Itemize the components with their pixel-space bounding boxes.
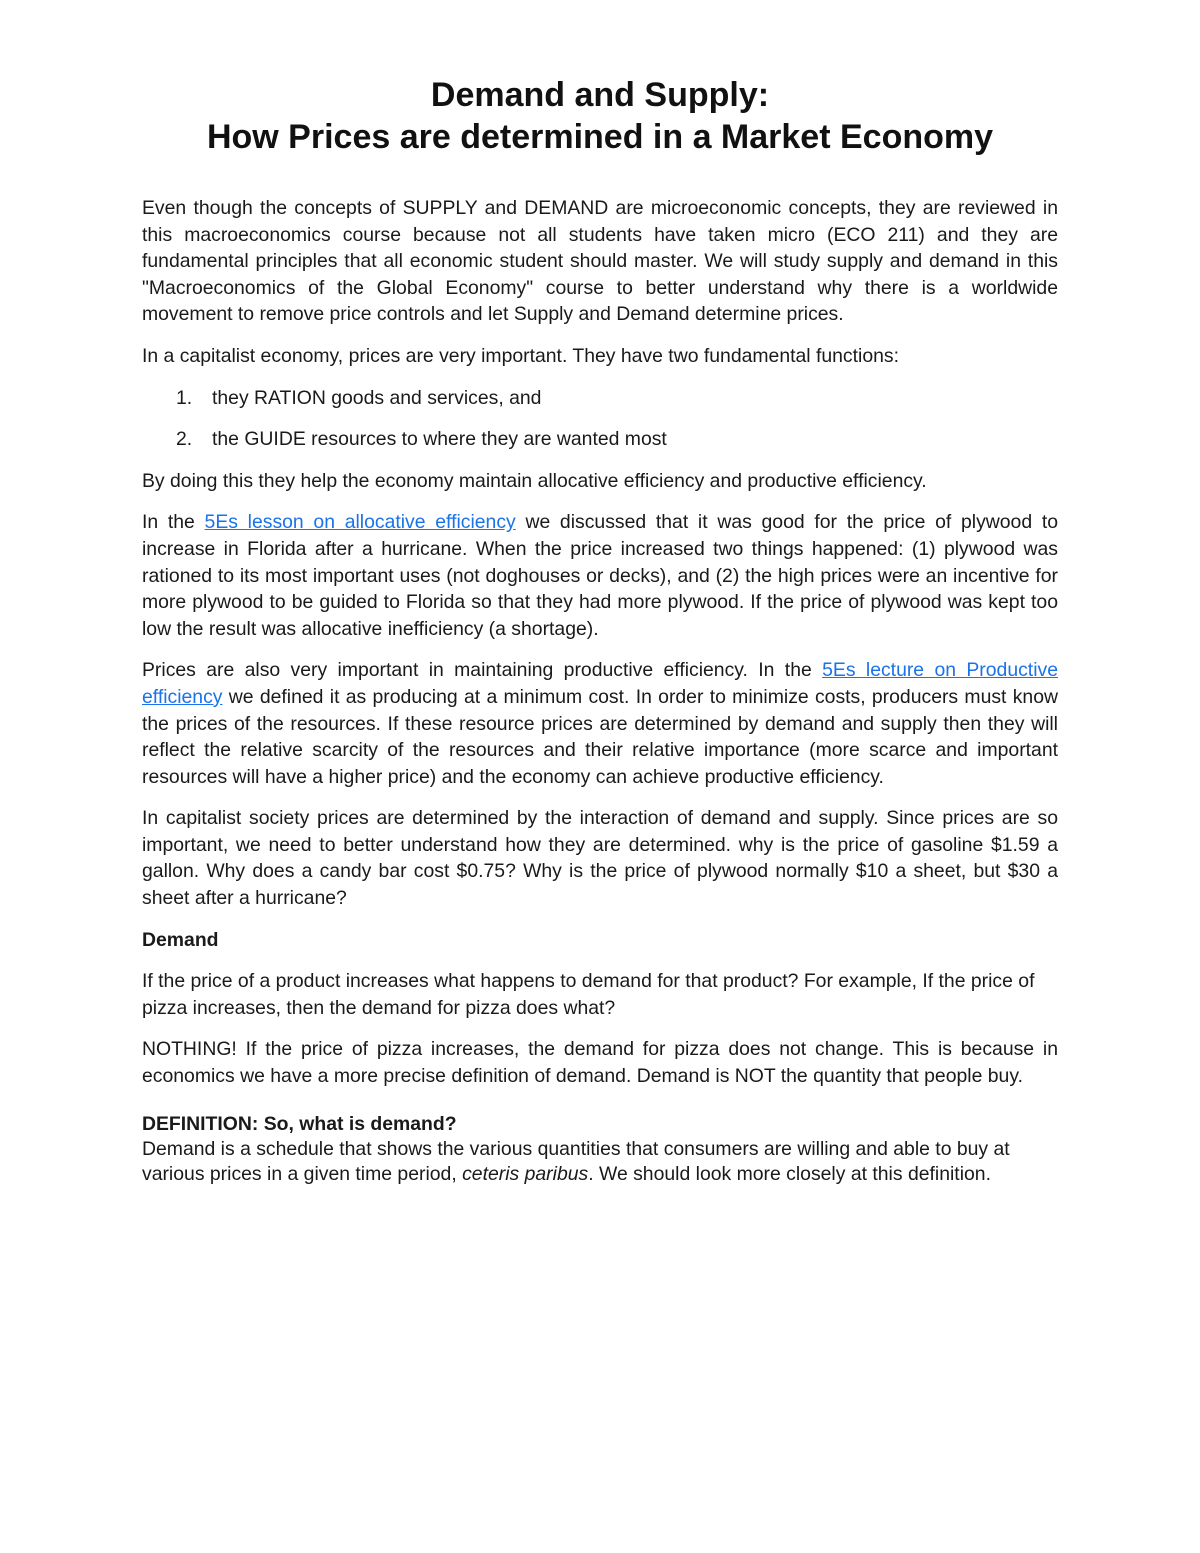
allocative-efficiency-link[interactable]: 5Es lesson on allocative efficiency — [204, 511, 516, 534]
capitalist-paragraph: In capitalist society prices are determined by the interaction of demand and supply. Since prices are so important, we need to better understand how they are determined. why is the price of gasoline $1.59 a gallon. Why does a candy bar cost $0.75? Why is the price of plywood normally $10 a sheet, but $30 a sheet after a hurricane? — [142, 807, 1058, 910]
allocative-text-before: In the — [142, 511, 205, 534]
list-item-text: the GUIDE resources to where they are wanted most — [212, 428, 667, 451]
productive-text-before: Prices are also very important in maintaining productive efficiency. In the — [142, 659, 823, 682]
document-page — [142, 70, 1058, 1187]
demand-answer-paragraph: NOTHING! If the price of pizza increases, the demand for pizza does not change. This is because in economics we have a more precise definition of demand. Demand is NOT the quantity that people buy. — [142, 1038, 1058, 1088]
allocative-text-after: we discussed that it was good for the price of plywood to increase in Florida after a hurricane. When the price increased two things happened: (1) plywood was rationed to its most important uses (not doghouses or decks), and (2) the high prices were an incentive for more plywood to be guided to Florida so that they had more plywood. If the price of plywood was kept too low the result was allocative inefficiency (a shortage). — [142, 511, 1058, 640]
productive-efficiency-link[interactable]: 5Es lecture on Productive efficiency — [142, 659, 1058, 708]
title-line-2: How Prices are determined in a Market Economy — [206, 118, 994, 156]
list-item-text: they RATION goods and services, and — [212, 386, 542, 409]
allocative-paragraph — [142, 509, 1058, 642]
list-item-number: 2. — [176, 428, 193, 451]
demand-heading: Demand — [142, 928, 219, 951]
definition-text-after: . We should look more closely at this definition. — [588, 1163, 991, 1186]
functions-list — [142, 385, 1058, 453]
definition-heading: DEFINITION: So, what is demand? — [142, 1112, 457, 1135]
intro-paragraph: Even though the concepts of SUPPLY and DEMAND are microeconomic concepts, they are reviewed in this macroeconomics course because not all students have taken micro (ECO 211) and they are fundamental principles that all economic student should master. We will study supply and demand in this "Macroeconomics of the Global Economy" course to better understand why there is a worldwide movement to remove price controls and let Supply and Demand determine prices. — [142, 197, 1058, 326]
definition-italic-term: ceteris paribus — [462, 1163, 589, 1186]
definition-paragraph — [142, 1137, 1058, 1187]
functions-intro-paragraph: In a capitalist economy, prices are very important. They have two fundamental functions: — [142, 344, 899, 367]
list-item — [142, 426, 1058, 453]
document-title — [142, 74, 1058, 158]
productive-text-after: we defined it as producing at a minimum cost. In order to minimize costs, producers must know the prices of the resources. If these resource prices are determined by demand and supply then they will reflect the relative scarcity of the resources and their relative importance (more scarce and important resources will have a higher price) and the economy can achieve productive efficiency. — [142, 685, 1058, 788]
definition-text-before: Demand is a schedule that shows the various quantities that consumers are willing and able to buy at various prices in a given time period, — [142, 1138, 1010, 1186]
title-line-1: Demand and Supply: — [430, 76, 770, 114]
efficiency-paragraph: By doing this they help the economy maintain allocative efficiency and productive efficiency. — [142, 469, 927, 492]
list-item — [142, 385, 1058, 412]
list-item-number: 1. — [176, 386, 193, 409]
demand-question-paragraph: If the price of a product increases what happens to demand for that product? For example, If the price of pizza increases, then the demand for pizza does what? — [142, 970, 1035, 1019]
productive-paragraph — [142, 657, 1058, 790]
